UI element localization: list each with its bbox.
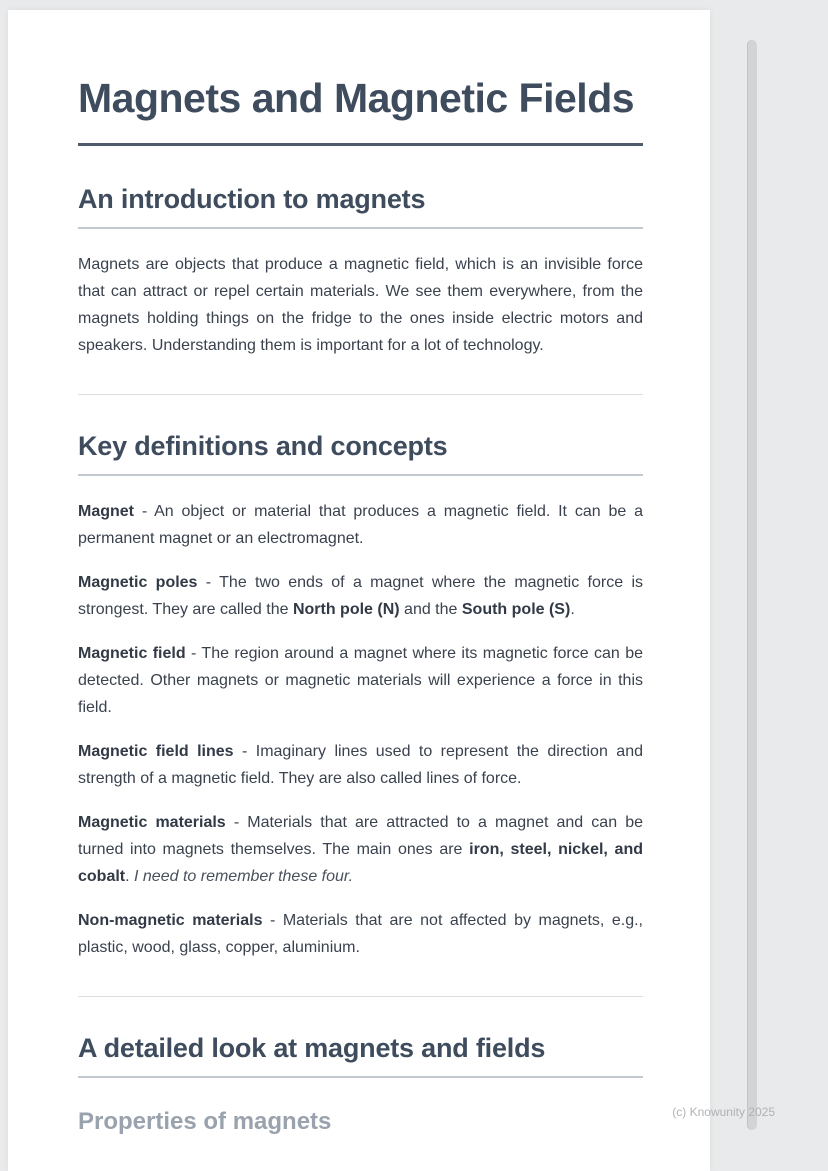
- heading-rule: [78, 227, 643, 229]
- section-heading-detailed-look: A detailed look at magnets and fields: [78, 1033, 546, 1064]
- definition-non-magnetic-materials: Non-magnetic materials - Materials that are not affected by magnets, e.g., plastic, wood, glass, copper, aluminium.: [78, 912, 643, 957]
- section-heading-introduction: An introduction to magnets: [78, 184, 426, 215]
- section-divider: [78, 996, 643, 997]
- section-divider: [78, 394, 643, 395]
- watermark: (c) Knowunity 2025: [672, 1105, 775, 1119]
- heading-rule: [78, 474, 643, 476]
- section-definitions: [78, 431, 643, 961]
- subsection-heading-properties: Properties of magnets: [78, 1108, 332, 1136]
- intro-paragraph: Magnets are objects that produce a magnetic field, which is an invisible force that can attract or repel certain materials. We see them everywhere, from the magnets holding things on the fridge to the ones inside electric motors and speakers. Understanding them is important for a lot of technology.: [78, 256, 643, 355]
- definition-magnet: Magnet - An object or material that produces a magnetic field. It can be a permanent magnet or an electromagnet.: [78, 503, 643, 548]
- title-rule: [78, 143, 643, 146]
- scrollbar[interactable]: [747, 40, 757, 1130]
- definition-magnetic-poles: Magnetic poles - The two ends of a magnet where the magnetic force is strongest. They are called the North pole (N) and the South pole (S).: [78, 574, 644, 619]
- page-title: Magnets and Magnetic Fields: [78, 75, 635, 121]
- definition-magnetic-field-lines: Magnetic field lines - Imaginary lines used to represent the direction and strength of a magnetic field. They are also called lines of force.: [78, 743, 643, 788]
- page-content: [8, 10, 710, 1137]
- document-page: [8, 10, 710, 1171]
- section-introduction: [78, 184, 643, 359]
- section-detailed-look: [78, 1033, 643, 1137]
- definition-magnetic-materials: Magnetic materials - Materials that are attracted to a magnet and can be turned into magnets themselves. The main ones are iron, steel, nickel, and cobalt. I need to remember these four.: [78, 814, 643, 886]
- section-heading-definitions: Key definitions and concepts: [78, 431, 448, 462]
- heading-rule: [78, 1076, 643, 1078]
- definition-magnetic-field: Magnetic field - The region around a magnet where its magnetic force can be detected. Other magnets or magnetic materials will experience a force in this field.: [78, 645, 643, 717]
